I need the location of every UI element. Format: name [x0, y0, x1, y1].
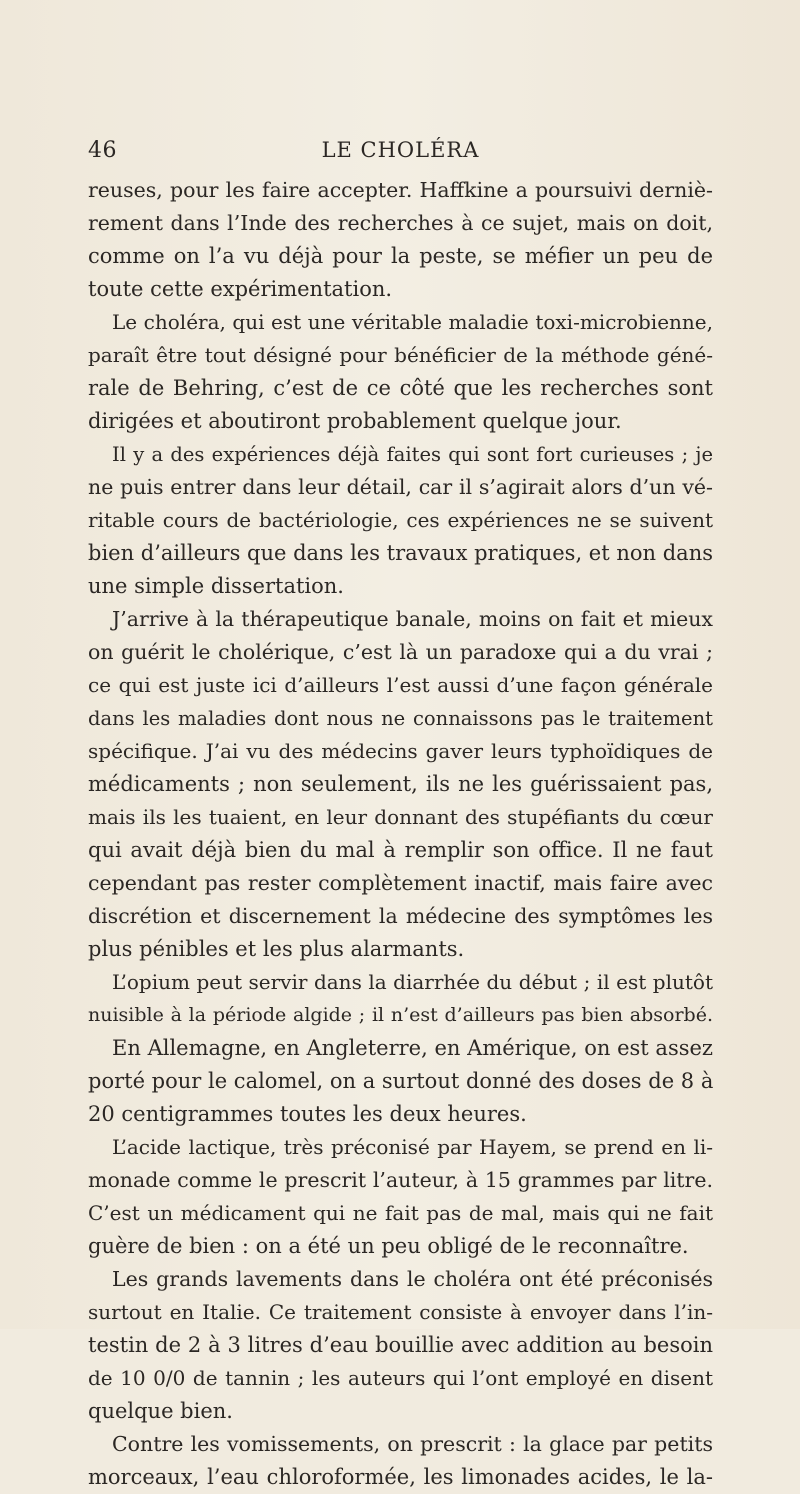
text-line: monade comme le prescrit l’auteur, à 15 grammes par litre.	[88, 1168, 713, 1192]
page-number: 46	[88, 138, 117, 163]
text-line: spécifique. J’ai vu des médecins gaver leurs typhoïdiques de	[88, 739, 713, 763]
text-line: plus pénibles et les plus alarmants.	[88, 937, 465, 961]
text-line: mais ils les tuaient, en leur donnant des stupéfiants du cœur	[88, 805, 713, 829]
text-line: Il y a des expériences déjà faites qui sont fort curieuses ; je	[112, 443, 713, 466]
text-line: bien d’ailleurs que dans les travaux pratiques, et non dans	[88, 541, 713, 565]
text-line: rale de Behring, c’est de ce côté que les recherches sont	[88, 376, 713, 400]
text-line: dans les maladies dont nous ne connaissons pas le traitement	[88, 707, 713, 730]
text-line: L’opium peut servir dans la diarrhée du début ; il est plutôt	[112, 970, 713, 994]
text-line: toute cette expérimentation.	[88, 277, 393, 301]
body-text	[88, 174, 713, 1494]
text-line: reuses, pour les faire accepter. Haffkine a poursuivi derniè-	[88, 178, 713, 202]
text-line: Le choléra, qui est une véritable maladie toxi-microbienne,	[112, 310, 713, 334]
text-line: En Allemagne, en Angleterre, en Amérique, on est assez	[112, 1036, 713, 1060]
text-line: ritable cours de bactériologie, ces expériences ne se suivent	[88, 508, 713, 532]
text-line: 20 centigrammes toutes les deux heures.	[88, 1102, 527, 1126]
text-line: guère de bien : on a été un peu obligé de le reconnaître.	[88, 1234, 689, 1258]
text-line: Les grands lavements dans le choléra ont été préconisés	[112, 1267, 713, 1291]
text-line: testin de 2 à 3 litres d’eau bouillie avec addition au besoin	[88, 1333, 713, 1357]
text-line: paraît être tout désigné pour bénéficier de la méthode géné-	[88, 343, 713, 367]
text-line: dirigées et aboutiront probablement quelque jour.	[88, 409, 622, 433]
text-line: J’arrive à la thérapeutique banale, moins on fait et mieux	[112, 607, 713, 631]
text-line: quelque bien.	[88, 1399, 233, 1423]
text-line: surtout en Italie. Ce traitement consiste à envoyer dans l’in-	[88, 1300, 713, 1324]
text-line: qui avait déjà bien du mal à remplir son office. Il ne faut	[88, 838, 713, 862]
page-header	[88, 138, 713, 172]
text-line: médicaments ; non seulement, ils ne les guérissaient pas,	[88, 772, 713, 796]
text-line: rement dans l’Inde des recherches à ce sujet, mais on doit,	[88, 211, 713, 235]
text-line: cependant pas rester complètement inactif, mais faire avec	[88, 871, 713, 895]
text-line: morceaux, l’eau chloroformée, les limonades acides, le la-	[88, 1465, 713, 1489]
text-line: ne puis entrer dans leur détail, car il s’agirait alors d’un vé-	[88, 475, 713, 499]
text-line: comme on l’a vu déjà pour la peste, se méfier un peu de	[88, 244, 713, 268]
text-line: Contre les vomissements, on prescrit : la glace par petits	[112, 1432, 713, 1456]
text-line: discrétion et discernement la médecine des symptômes les	[88, 904, 713, 928]
text-line: porté pour le calomel, on a surtout donné des doses de 8 à	[88, 1069, 713, 1093]
running-title: LE CHOLÉRA	[321, 138, 480, 162]
text-line: ce qui est juste ici d’ailleurs l’est aussi d’une façon générale	[88, 673, 713, 697]
text-line: une simple dissertation.	[88, 574, 344, 598]
text-line: de 10 0/0 de tannin ; les auteurs qui l’ont employé en disent	[88, 1366, 713, 1390]
text-line: C’est un médicament qui ne fait pas de mal, mais qui ne fait	[88, 1201, 713, 1225]
text-line: on guérit le cholérique, c’est là un paradoxe qui a du vrai ;	[88, 640, 713, 664]
text-line: nuisible à la période algide ; il n’est d’ailleurs pas bien absorbé.	[88, 1004, 713, 1026]
text-line: L’acide lactique, très préconisé par Hayem, se prend en li-	[112, 1135, 713, 1159]
